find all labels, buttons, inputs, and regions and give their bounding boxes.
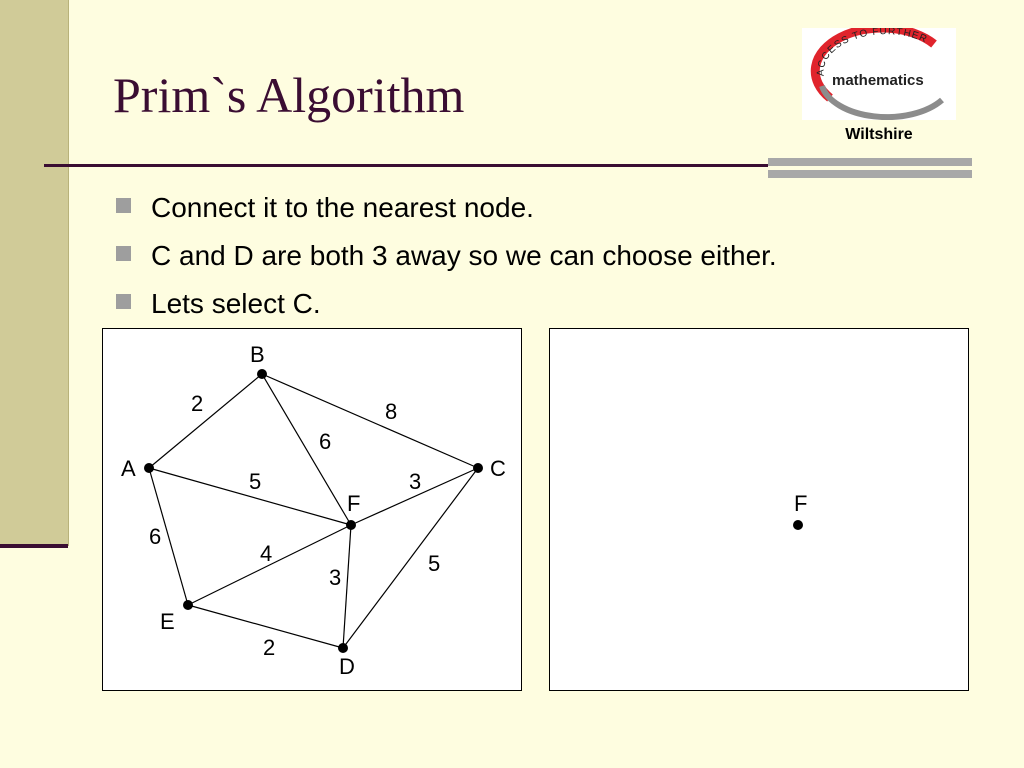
- full-graph-diagram: [103, 329, 523, 692]
- node-d: [338, 643, 348, 653]
- edge-weight-e-f: 4: [260, 541, 273, 566]
- edge-weight-b-f: 6: [319, 429, 332, 454]
- bullet-text: C and D are both 3 away so we can choose either.: [151, 240, 777, 271]
- node-e: [183, 600, 193, 610]
- edge-weight-a-f: 5: [249, 469, 262, 494]
- edge-weight-f-d: 3: [329, 565, 342, 590]
- edge-b-c: [262, 374, 478, 468]
- square-bullet-icon: [116, 198, 131, 213]
- full-graph-panel: [102, 328, 522, 691]
- node-f: [793, 520, 803, 530]
- node-label-d: D: [339, 654, 355, 679]
- logo-graphic: [802, 28, 956, 120]
- edge-weight-e-d: 2: [263, 635, 276, 660]
- edge-f-d: [343, 525, 351, 648]
- slide-title: Prim`s Algorithm: [113, 67, 465, 123]
- bullet-item: [116, 286, 777, 334]
- logo-access-to-further-mathematics: [802, 28, 956, 120]
- sidebar-accent-line: [0, 544, 68, 548]
- node-f: [346, 520, 356, 530]
- edge-weight-a-e: 6: [149, 524, 162, 549]
- node-label-e: E: [160, 609, 175, 634]
- node-label-a: A: [121, 456, 136, 481]
- tree-graph-panel: [549, 328, 969, 691]
- bullet-text: Lets select C.: [151, 288, 321, 319]
- edge-weight-a-b: 2: [191, 391, 204, 416]
- edge-c-d: [343, 468, 478, 648]
- square-bullet-icon: [116, 246, 131, 261]
- node-label-c: C: [490, 456, 506, 481]
- grey-rule-top: [768, 158, 972, 166]
- edge-weight-b-c: 8: [385, 399, 398, 424]
- title-divider: [44, 164, 768, 167]
- bullet-list: [116, 190, 777, 334]
- node-a: [144, 463, 154, 473]
- bullet-text: Connect it to the nearest node.: [151, 192, 534, 223]
- node-label-b: B: [250, 342, 265, 367]
- edge-weight-c-d: 5: [428, 551, 441, 576]
- node-label-f: F: [794, 491, 808, 516]
- logo-arc-text: ACCESS TO FURTHER: [815, 28, 930, 77]
- edge-weight-f-c: 3: [409, 469, 422, 494]
- square-bullet-icon: [116, 294, 131, 309]
- edge-b-f: [262, 374, 351, 525]
- tree-graph-diagram: [550, 329, 970, 692]
- svg-text:ACCESS TO FURTHER: [816, 28, 930, 76]
- edge-a-b: [149, 374, 262, 468]
- node-label-f: F: [347, 491, 361, 516]
- bullet-item: [116, 190, 777, 238]
- bullet-item: [116, 238, 777, 286]
- logo-word: mathematics: [832, 72, 924, 89]
- logo-caption: Wiltshire: [845, 126, 913, 143]
- grey-rule-bottom: [768, 170, 972, 178]
- node-c: [473, 463, 483, 473]
- node-b: [257, 369, 267, 379]
- sidebar-decoration: [0, 0, 69, 546]
